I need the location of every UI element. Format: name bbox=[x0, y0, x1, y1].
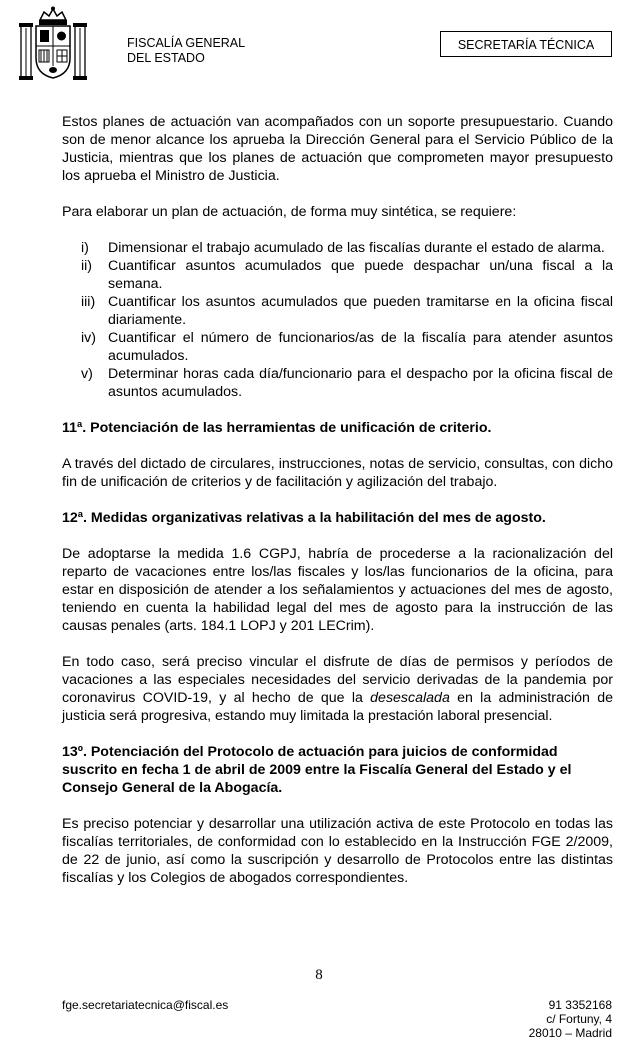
list-marker: iv) bbox=[81, 330, 96, 346]
footer-city: 28010 – Madrid bbox=[528, 1026, 612, 1040]
paragraph-budget: Estos planes de actuación van acompañados con un soporte presupuestario. Cuando son de menor alcance los aprueba la Dirección General para el Servicio Público de la Justicia, mientras que los planes de actuación que comprometen mayor presupuesto los aprueba el Ministro de Justicia. bbox=[62, 114, 613, 184]
list-marker: ii) bbox=[81, 258, 93, 274]
organization-line-1: FISCALÍA GENERAL bbox=[127, 36, 246, 50]
list-item-text: Determinar horas cada día/funcionario para el despacho por la oficina fiscal de asuntos acumulados. bbox=[108, 366, 613, 400]
department-box: SECRETARÍA TÉCNICA bbox=[440, 31, 612, 57]
list-item-text: Cuantificar el número de funcionarios/as de la fiscalía para atender asuntos acumulados. bbox=[108, 330, 613, 364]
list-item bbox=[62, 239, 613, 257]
paragraph-protocol: Es preciso potenciar y desarrollar una utilización activa de este Protocolo en todas las fiscalías territoriales, de conformidad con lo establecido en la Instrucción FGE 2/2009, de 22 de junio, así como la suscripción y desarrollo de Protocolos entre las distintas fiscalías y los Colegios de abogados correspondientes. bbox=[62, 816, 613, 886]
requirements-list bbox=[62, 239, 613, 401]
footer-email: fge.secretariatecnica@fiscal.es bbox=[62, 998, 229, 1012]
paragraph-criteria: A través del dictado de circulares, instrucciones, notas de servicio, consultas, con dicho fin de unificación de criterios y de facilitación y agilización del trabajo. bbox=[62, 456, 613, 490]
list-item bbox=[62, 293, 613, 329]
list-item bbox=[62, 257, 613, 293]
footer-street: c/ Fortuny, 4 bbox=[546, 1012, 612, 1026]
footer-phone: 91 3352168 bbox=[548, 998, 612, 1012]
footer-address bbox=[529, 998, 612, 1040]
paragraph-vacations: En todo caso, será preciso vincular el disfrute de días de permisos y períodos de vacaciones a las especiales necesidades del servicio derivadas de la pandemia por coronavirus COVID-19, y al hecho de que la desescalada en la administración de justicia será progresiva, estando muy limitada la prestación laboral presencial. bbox=[62, 654, 613, 724]
list-marker: v) bbox=[81, 366, 93, 382]
organization-line-2: DEL ESTADO bbox=[127, 51, 205, 65]
list-item bbox=[62, 329, 613, 365]
section-heading-12: 12ª. Medidas organizativas relativas a la habilitación del mes de agosto. bbox=[62, 510, 546, 526]
list-item-text: Cuantificar los asuntos acumulados que pueden tramitarse en la oficina fiscal diariamente. bbox=[108, 294, 613, 328]
spain-coat-of-arms-icon bbox=[18, 6, 88, 82]
document-body bbox=[62, 113, 613, 887]
section-heading-13: 13º. Potenciación del Protocolo de actuación para juicios de conformidad suscrito en fecha 1 de abril de 2009 entre la Fiscalía General del Estado y el Consejo General de la Abogacía. bbox=[62, 744, 572, 796]
list-marker: i) bbox=[81, 240, 89, 256]
emphasis-desescalada: desescalada bbox=[370, 690, 450, 706]
paragraph-plan-intro: Para elaborar un plan de actuación, de forma muy sintética, se requiere: bbox=[62, 204, 517, 220]
paragraph-august: De adoptarse la medida 1.6 CGPJ, habría de procederse a la racionalización del reparto de vacaciones entre los/las fiscales y los/las funcionarios de la oficina, para estar en disposición de atender a los señalamientos y actuaciones del mes de agosto, teniendo en cuenta la habilidad legal del mes de agosto para la instrucción de las causas penales (arts. 184.1 LOPJ y 201 LECrim). bbox=[62, 546, 613, 634]
organization-name bbox=[127, 36, 245, 66]
page-number: 8 bbox=[315, 967, 323, 983]
list-item-text: Dimensionar el trabajo acumulado de las fiscalías durante el estado de alarma. bbox=[108, 240, 605, 256]
list-item-text: Cuantificar asuntos acumulados que puede despachar un/una fiscal a la semana. bbox=[108, 258, 613, 292]
section-heading-11: 11ª. Potenciación de las herramientas de unificación de criterio. bbox=[62, 420, 492, 436]
list-marker: iii) bbox=[81, 294, 96, 310]
list-item bbox=[62, 365, 613, 401]
